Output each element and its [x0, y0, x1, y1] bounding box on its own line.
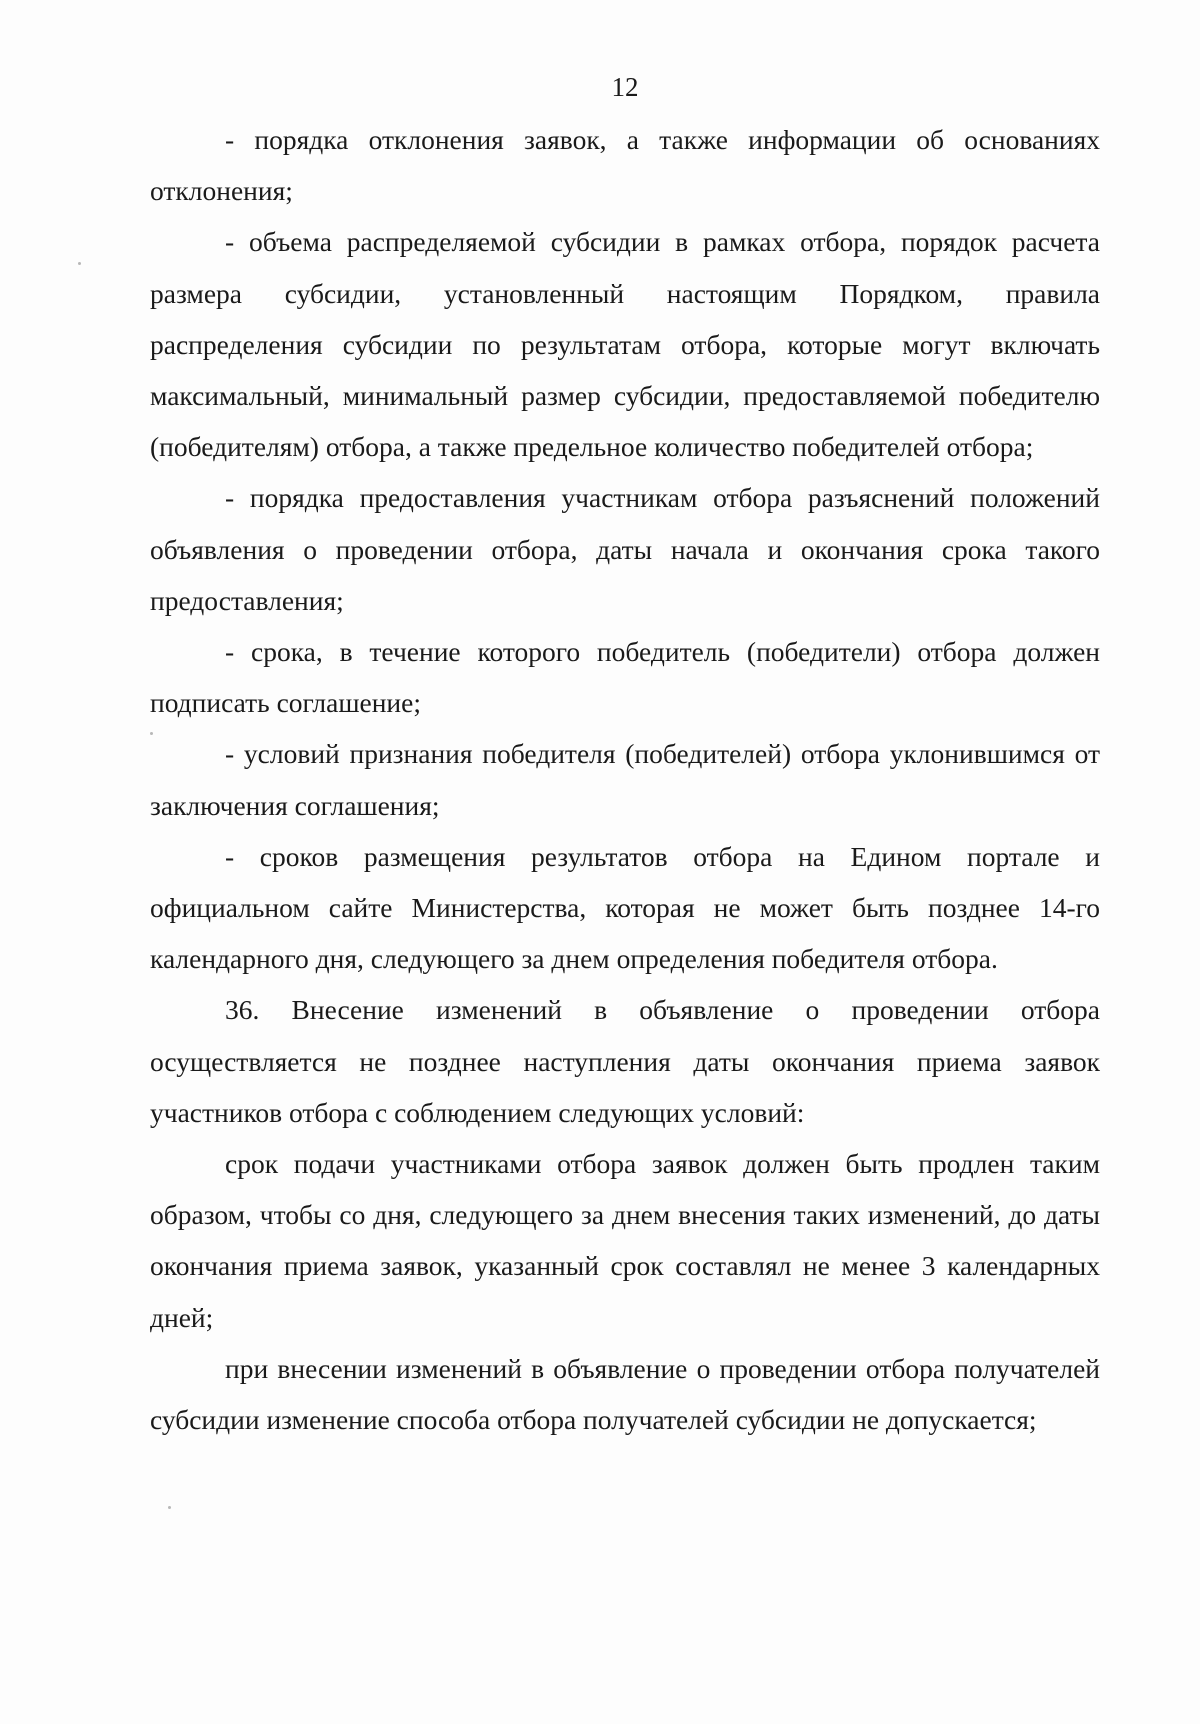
scan-speck	[78, 262, 81, 265]
page-number: 12	[611, 72, 639, 102]
paragraph-evasion-conditions: - условий признания победителя (победителей) отбора уклонившимся от заключения соглашения;	[150, 738, 1100, 821]
paragraph-subsidy-volume: - объема распределяемой субсидии в рамках отбора, порядок расчета размера субсидии, установленный настоящим Порядком, правила распределения субсидии по результатам отбора, которые могут включать максимальный, минимальный размер субсидии, предоставляемой победителю (победителям) отбора, а также предельное количество победителей отбора;	[150, 226, 1100, 463]
paragraph-deadline-extension: срок подачи участниками отбора заявок должен быть продлен таким образом, чтобы со дня, следующего за днем внесения таких изменений, до даты окончания приема заявок, указанный срок составлял не менее 3 календарных дней;	[150, 1148, 1100, 1333]
paragraph-signing-deadline: - срока, в течение которого победитель (победители) отбора должен подписать соглашение;	[150, 636, 1100, 719]
paragraph-results-publication: - сроков размещения результатов отбора на Едином портале и официальном сайте Министерства, которая не может быть позднее 14-го календарного дня, следующего за днем определения победителя отбора.	[150, 840, 1100, 975]
scan-speck	[150, 732, 153, 735]
scan-speck	[168, 1506, 171, 1509]
paragraph-method-change: при внесении изменений в объявление о проведении отбора получателей субсидии изменение способа отбора получателей субсидии не допускается;	[150, 1352, 1100, 1436]
paragraph-clarifications: - порядка предоставления участникам отбора разъяснений положений объявления о проведении отбора, даты начала и окончания срока такого предоставления;	[150, 482, 1100, 616]
paragraph-rejection-order: - порядка отклонения заявок, а также информации об основаниях отклонения;	[150, 124, 1100, 207]
paragraph-36-amendments: 36. Внесение изменений в объявление о проведении отбора осуществляется не позднее наступления даты окончания приема заявок участников отбора с соблюдением следующих условий:	[150, 994, 1100, 1128]
document-body	[150, 114, 1100, 1445]
